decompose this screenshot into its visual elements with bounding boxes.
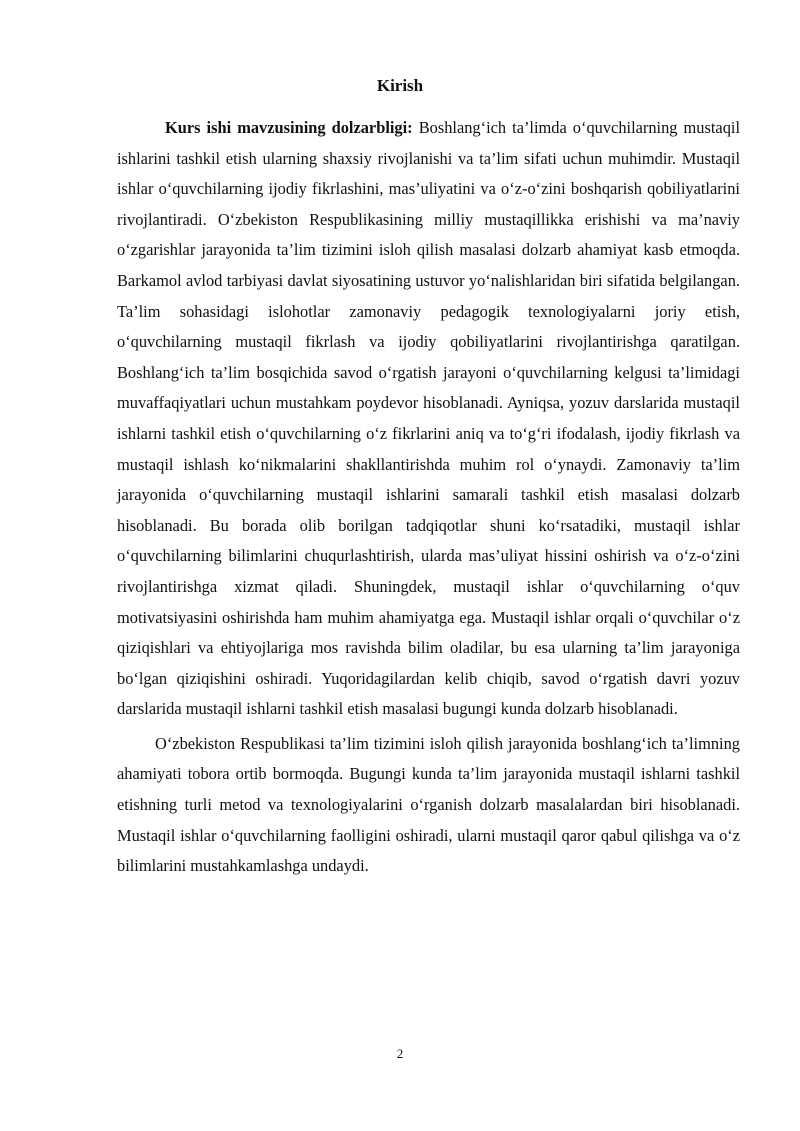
paragraph-1-text: Boshlang‘ich ta’limda o‘quvchilarning mustaqil ishlarini tashkil etish ularning shaxsiy rivojlanishi va ta’lim sifati uchun muhimdir. Mustaqil ishlar o‘quvchilarning ijodiy fikrlashini, mas’uliyatini va o‘z-o‘zini boshqarish qobiliyatlarini rivojlantiradi. O‘zbekiston Respublikasining milliy mustaqillikka erishishi va ma’naviy o‘zgarishlar jarayonida ta’lim tizimini isloh qilish masalasi dolzarb ahamiyat kasb etmoqda. Barkamol avlod tarbiyasi davlat siyosatining ustuvor yo‘nalishlaridan biri sifatida belgilangan. Ta’lim sohasidagi islohotlar zamonaviy pedagogik texnologiyalarni joriy etish, o‘quvchilarning mustaqil fikrlash va ijodiy qobiliyatlarini rivojlantirishga qaratilgan. Boshlang‘ich ta’lim bosqichida savod o‘rgatish jarayoni o‘quvchilarning kelgusi ta’limidagi muvaffaqiyatlari uchun mustahkam poydevor hisoblanadi. Ayniqsa, yozuv darslarida mustaqil ishlarni tashkil etish o‘quvchilarning o‘z fikrlarini aniq va to‘g‘ri ifodalash, ijodiy fikrlash va mustaqil ishlash ko‘nikmalarini shakllantirishda muhim rol o‘ynaydi. Zamonaviy ta’lim jarayonida o‘quvchilarning mustaqil ishlarini samarali tashkil etish masalasi dolzarb hisoblanadi. Bu borada olib borilgan tadqiqotlar shuni ko‘rsatadiki, mustaqil ishlar o‘quvchilarning bilimlarini chuqurlashtirish, ularda mas’uliyat hissini oshirish va o‘z-o‘zini rivojlantirishga xizmat qiladi. Shuningdek, mustaqil ishlar o‘quvchilarning o‘quv motivatsiyasini oshirishda ham muhim ahamiyatga ega. Mustaqil ishlar orqali o‘quvchilar o‘z qiziqishlari va ehtiyojlariga mos ravishda bilim oladilar, bu esa ularning ta’lim jarayoniga bo‘lgan qiziqishini oshiradi. Yuqoridagilardan kelib chiqib, savod o‘rgatish davri yozuv darslarida mustaqil ishlarni tashkil etish masalasi bugungi kunda dolzarb hisoblanadi.: [117, 118, 740, 719]
paragraph-1: [117, 113, 740, 725]
paragraph-lead: Kurs ishi mavzusining dolzarbligi:: [165, 118, 413, 137]
page-number: 2: [396, 1046, 404, 1061]
paragraph-2: O‘zbekiston Respublikasi ta’lim tizimini isloh qilish jarayonida boshlang‘ich ta’limning ahamiyati tobora ortib bormoqda. Bugungi kunda ta’lim jarayonida mustaqil ishlarni tashkil etishning turli metod va texnologiyalarini o‘rganish dolzarb masalalardan biri hisoblanadi. Mustaqil ishlar o‘quvchilarning faolligini oshiradi, ularni mustaqil qaror qabul qilishga va o‘z bilimlarini mustahkamlashga undaydi.: [117, 733, 740, 876]
body-text: [117, 113, 740, 886]
page-title: Kirish: [376, 76, 424, 95]
